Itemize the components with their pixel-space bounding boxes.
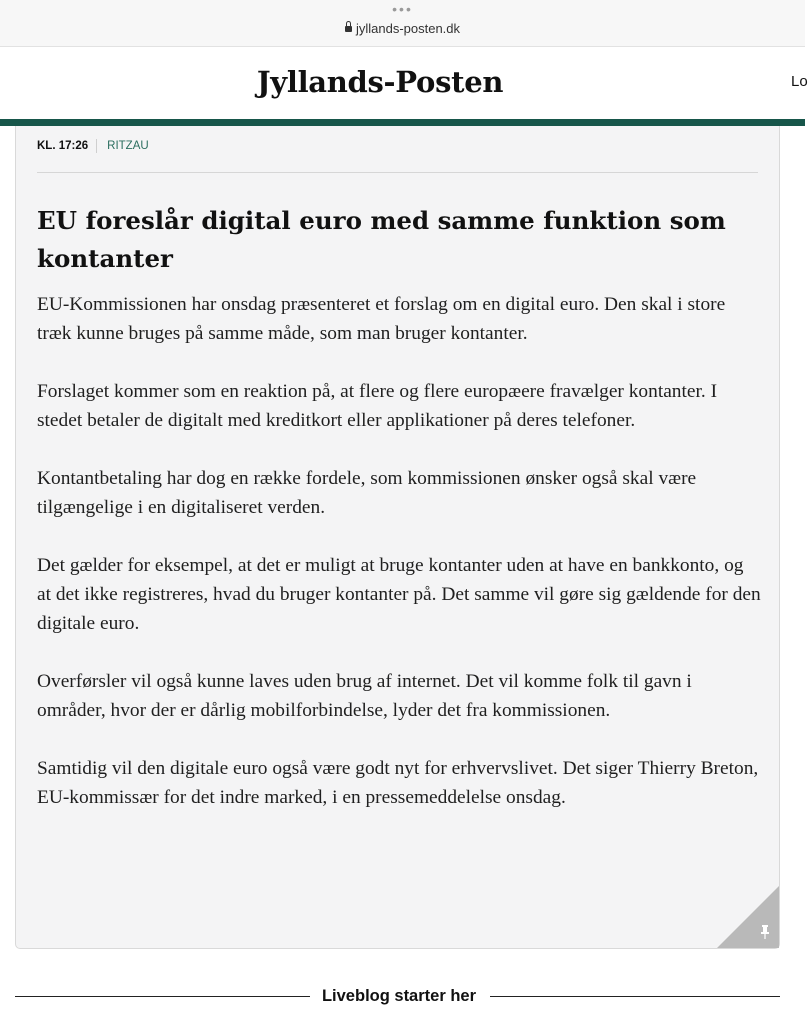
address-bar[interactable] bbox=[0, 20, 805, 38]
site-header bbox=[0, 47, 808, 119]
liveblog-divider bbox=[15, 986, 780, 1006]
article-body bbox=[37, 290, 762, 841]
url-text: jyllands-posten.dk bbox=[355, 21, 461, 36]
divider-line-right bbox=[490, 996, 780, 997]
liveblog-label: Liveblog starter her bbox=[321, 987, 477, 1005]
article-headline: EU foreslår digital euro med samme funktion som kontanter bbox=[37, 206, 726, 273]
divider-line-left bbox=[15, 996, 310, 997]
article-paragraph: Kontantbetaling har dog en række fordele, som kommissionen ønsker også skal være tilgængelige i en digitaliseret verden. bbox=[37, 468, 697, 518]
article-paragraph: Det gælder for eksempel, at det er muligt at bruge kontanter uden at have en bankkonto, og at det ikke registreres, hvad du bruger kontanter på. Det samme vil gøre sig gældende for den digitale euro. bbox=[37, 555, 761, 634]
header-accent-bar bbox=[0, 119, 805, 126]
article-source: RITZAU bbox=[107, 140, 149, 152]
article-paragraph: Samtidig vil den digitale euro også være godt nyt for erhvervslivet. Det siger Thierry Breton, EU-kommissær for det indre marked, i en pressemeddelelse onsdag. bbox=[37, 758, 759, 808]
pin-icon bbox=[760, 925, 770, 939]
article-meta bbox=[37, 136, 149, 154]
article-paragraph: Overførsler vil også kunne laves uden brug af internet. Det vil komme folk til gavn i områder, hvor der er dårlig mobilforbindelse, lyder det fra kommissionen. bbox=[37, 671, 692, 721]
login-link[interactable]: Lo bbox=[791, 73, 808, 90]
article-paragraph: Forslaget kommer som en reaktion på, at flere og flere europæere fravælger kontanter. I stedet betaler de digitalt med kreditkort eller applikationer på deres telefoner. bbox=[37, 381, 718, 431]
article-time: KL. 17:26 bbox=[37, 140, 89, 152]
article-card bbox=[15, 126, 780, 949]
site-logo[interactable]: Jyllands-Posten bbox=[256, 65, 504, 99]
meta-divider bbox=[37, 172, 758, 173]
meta-separator bbox=[96, 139, 97, 153]
tab-dots-icon[interactable]: ••• bbox=[392, 1, 413, 17]
lock-icon bbox=[345, 26, 352, 32]
browser-chrome bbox=[0, 0, 805, 47]
article-paragraph: EU-Kommissionen har onsdag præsenteret et forslag om en digital euro. Den skal i store træk kunne bruges på samme måde, som man bruger kontanter. bbox=[37, 294, 726, 344]
